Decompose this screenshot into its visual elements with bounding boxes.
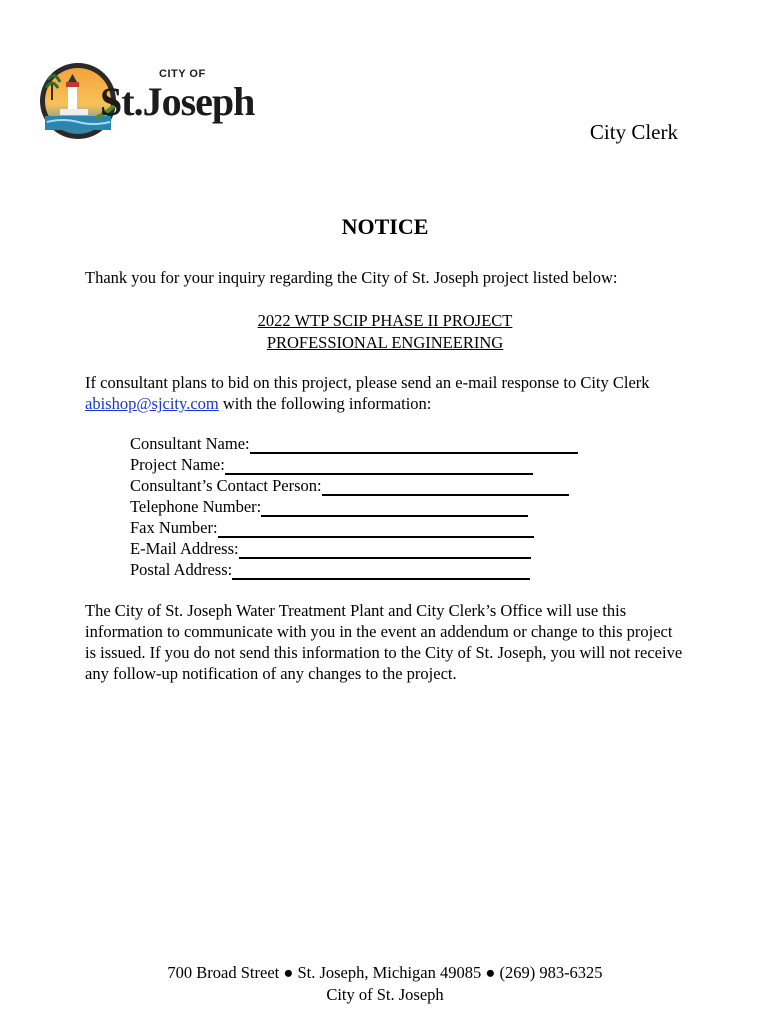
field-label: Consultant’s Contact Person: <box>130 476 322 495</box>
field-label: Fax Number: <box>130 518 218 537</box>
instructions-text: If consultant plans to bid on this project, please send an e-mail response to City Clerk <box>85 373 650 392</box>
fill-in-line[interactable] <box>322 479 569 496</box>
project-type-line: PROFESSIONAL ENGINEERING <box>266 333 504 352</box>
logo-city-of-text: CITY OF <box>159 68 206 80</box>
field-label: Telephone Number: <box>130 497 262 516</box>
footer-address: 700 Broad Street ● St. Joseph, Michigan 49085 ● (269) 983-6325 <box>167 963 603 982</box>
instructions-paragraph <box>85 372 685 414</box>
field-project-name[interactable] <box>130 454 578 475</box>
fill-in-line[interactable] <box>261 500 528 517</box>
project-title-block <box>0 310 770 354</box>
field-consultant-name[interactable] <box>130 433 578 454</box>
field-email-address[interactable] <box>130 538 578 559</box>
department-name: City Clerk <box>589 120 678 144</box>
footer-city: City of St. Joseph <box>326 985 444 1004</box>
fill-in-line[interactable] <box>225 458 533 475</box>
notice-title: NOTICE <box>341 214 429 239</box>
field-label: Consultant Name: <box>130 434 250 453</box>
closing-paragraph: The City of St. Joseph Water Treatment Plant and City Clerk’s Office will use this information to communicate with you in the event an addendum or change to this project is issued. If you do not send this information to the City of St. Joseph, you will not receive any follow-up notification of any changes to the project. <box>85 601 683 683</box>
city-logo <box>38 60 255 142</box>
field-label: Postal Address: <box>130 560 233 579</box>
information-fields <box>130 433 578 580</box>
fill-in-line[interactable] <box>239 542 531 559</box>
field-label: Project Name: <box>130 455 225 474</box>
field-fax-number[interactable] <box>130 517 578 538</box>
instructions-text-end: with the following information: <box>218 394 432 413</box>
clerk-email-link[interactable]: abishop@sjcity.com <box>85 394 219 413</box>
fill-in-line[interactable] <box>250 437 578 454</box>
intro-paragraph: Thank you for your inquiry regarding the City of St. Joseph project listed below: <box>85 268 618 287</box>
project-name-line: 2022 WTP SCIP PHASE II PROJECT <box>257 311 513 330</box>
field-telephone-number[interactable] <box>130 496 578 517</box>
footer <box>0 962 770 1006</box>
logo-city-name-text: St.Joseph <box>100 79 255 124</box>
field-contact-person[interactable] <box>130 475 578 496</box>
field-postal-address[interactable] <box>130 559 578 580</box>
fill-in-line[interactable] <box>232 563 530 580</box>
field-label: E-Mail Address: <box>130 539 239 558</box>
fill-in-line[interactable] <box>218 521 534 538</box>
